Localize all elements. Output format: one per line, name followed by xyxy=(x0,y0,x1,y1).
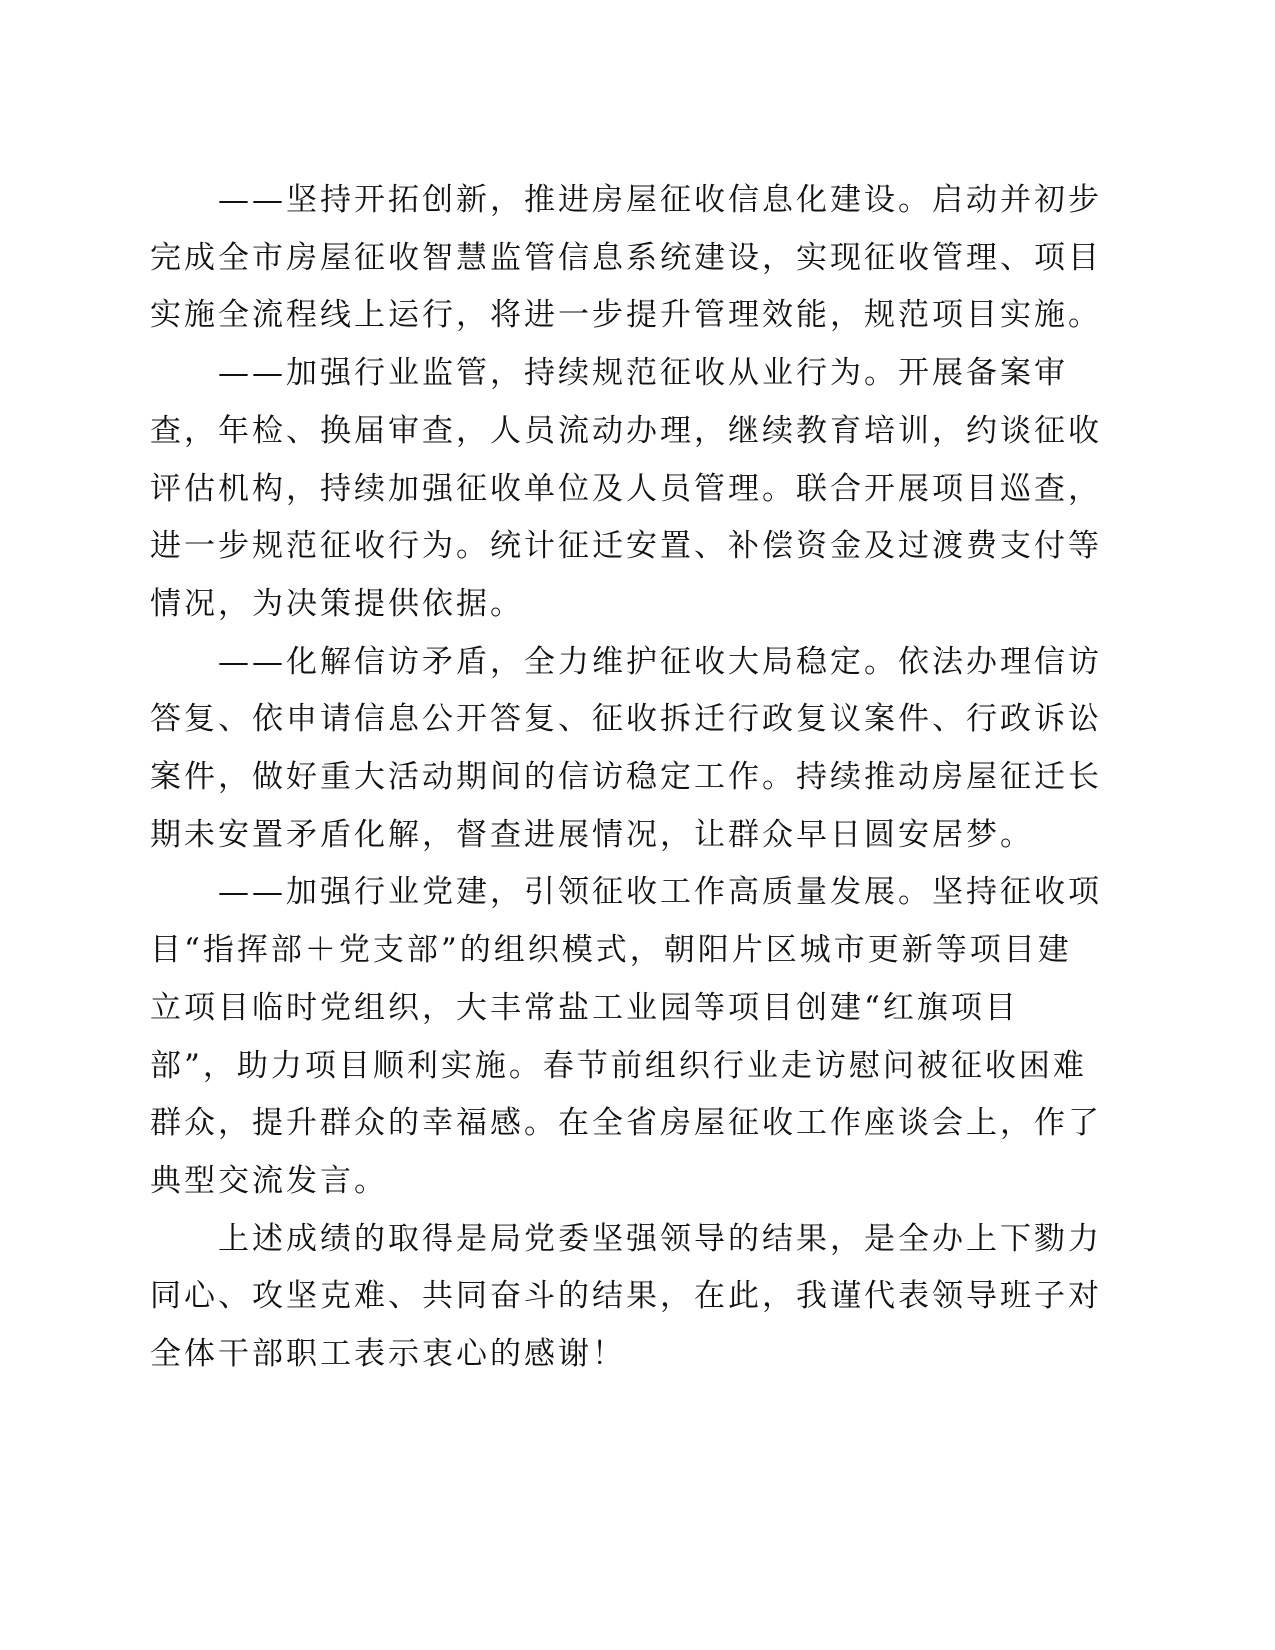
text-line: 期未安置矛盾化解，督查进展情况，让群众早日圆安居梦。 xyxy=(150,816,1034,853)
paragraph-supervision xyxy=(150,345,1102,634)
text-line: 群众，提升群众的幸福感。在全省房屋征收工作座谈会上，作了 xyxy=(150,1105,1102,1142)
document-body xyxy=(150,172,1102,1384)
text-line: ——加强行业监管，持续规范征收从业行为。开展备案审 xyxy=(218,355,1068,392)
text-line: 案件，做好重大活动期间的信访稳定工作。持续推动房屋征迁长 xyxy=(150,759,1102,796)
paragraph-petitions xyxy=(150,634,1102,865)
text-line: 答复、依申请信息公开答复、征收拆迁行政复议案件、行政诉讼 xyxy=(150,701,1102,738)
text-line: 实施全流程线上运行，将进一步提升管理效能，规范项目实施。 xyxy=(150,297,1102,334)
text-line: ——化解信访矛盾，全力维护征收大局稳定。依法办理信访 xyxy=(218,643,1102,680)
text-line: 上述成绩的取得是局党委坚强领导的结果，是全办上下勠力 xyxy=(218,1220,1102,1257)
text-line: 评估机构，持续加强征收单位及人员管理。联合开展项目巡查， xyxy=(150,470,1102,507)
text-line: 同心、攻坚克难、共同奋斗的结果，在此，我谨代表领导班子对 xyxy=(150,1278,1102,1315)
text-line: 典型交流发言。 xyxy=(150,1162,388,1199)
paragraph-party-building xyxy=(150,864,1102,1210)
text-line: 目“指挥部＋党支部”的组织模式，朝阳片区城市更新等项目建 xyxy=(150,932,1072,969)
text-line: 完成全市房屋征收智慧监管信息系统建设，实现征收管理、项目 xyxy=(150,239,1102,276)
text-line: 查，年检、换届审查，人员流动办理，继续教育培训，约谈征收 xyxy=(150,412,1102,449)
text-line: ——加强行业党建，引领征收工作高质量发展。坚持征收项 xyxy=(218,874,1102,911)
text-line: 进一步规范征收行为。统计征迁安置、补偿资金及过渡费支付等 xyxy=(150,528,1102,565)
text-line: ——坚持开拓创新，推进房屋征收信息化建设。启动并初步 xyxy=(218,182,1102,218)
paragraph-acknowledgement xyxy=(150,1211,1102,1384)
text-line: 部”，助力项目顺利实施。春节前组织行业走访慰问被征收困难 xyxy=(150,1047,1087,1084)
paragraph-informatization xyxy=(150,172,1102,345)
text-line: 情况，为决策提供依据。 xyxy=(150,585,524,622)
text-line: 全体干部职工表示衷心的感谢！ xyxy=(150,1336,626,1373)
text-line: 立项目临时党组织，大丰常盐工业园等项目创建“红旗项目 xyxy=(150,989,1019,1026)
